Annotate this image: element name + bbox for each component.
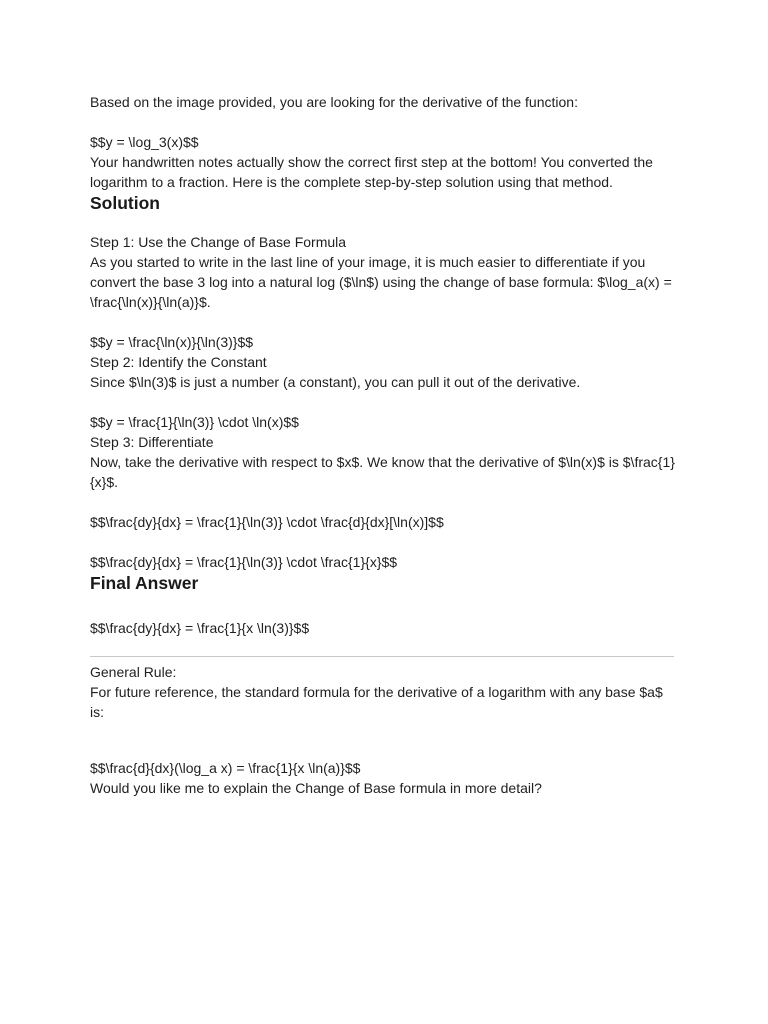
followup-question: Would you like me to explain the Change of Base formula in more detail? xyxy=(90,780,542,796)
general-rule-title: General Rule: xyxy=(90,664,177,680)
general-rule-equation: $$\frac{d}{dx}(\log_a x) = \frac{1}{x \ln(a)}$$ xyxy=(90,760,361,776)
step2-title: Step 2: Identify the Constant xyxy=(90,354,267,370)
intro-text: Based on the image provided, you are looking for the derivative of the function: xyxy=(90,94,578,110)
step1-title: Step 1: Use the Change of Base Formula xyxy=(90,234,347,250)
step1-equation: $$y = \frac{\ln(x)}{\ln(3)}$$ xyxy=(90,334,254,350)
step2-equation: $$y = \frac{1}{\ln(3)} \cdot \ln(x)$$ xyxy=(90,414,299,430)
step3-title: Step 3: Differentiate xyxy=(90,434,214,450)
function-equation: $$y = \log_3(x)$$ xyxy=(90,134,199,150)
step3-equation-2: $$\frac{dy}{dx} = \frac{1}{\ln(3)} \cdot \frac{1}{x}$$ xyxy=(90,554,398,570)
step2-body: Since $\ln(3)$ is just a number (a constant), you can pull it out of the derivative. xyxy=(90,374,581,390)
solution-heading: Solution xyxy=(90,193,160,213)
step3-equation-1: $$\frac{dy}{dx} = \frac{1}{\ln(3)} \cdot \frac{d}{dx}[\ln(x)]$$ xyxy=(90,514,444,530)
step3-body: Now, take the derivative with respect to $x$. We know that the derivative of $\ln(x)$ is $\frac{1}{x}$. xyxy=(90,454,675,490)
step1-body: As you started to write in the last line of your image, it is much easier to differentiate if you convert the base 3 log into a natural log ($\ln$) using the change of base formula: $\log_a(x) = \frac{\ln(x)}{\ln(a)}$. xyxy=(90,254,676,310)
final-answer-heading: Final Answer xyxy=(90,573,199,593)
final-answer-equation: $$\frac{dy}{dx} = \frac{1}{x \ln(3)}$$ xyxy=(90,620,310,636)
response-document xyxy=(90,92,680,798)
general-rule-body: For future reference, the standard formula for the derivative of a logarithm with any base $a$ is: xyxy=(90,684,667,720)
handwritten-note-text: Your handwritten notes actually show the correct first step at the bottom! You converted the logarithm to a fraction. Here is the complete step-by-step solution using that method. xyxy=(90,154,657,190)
